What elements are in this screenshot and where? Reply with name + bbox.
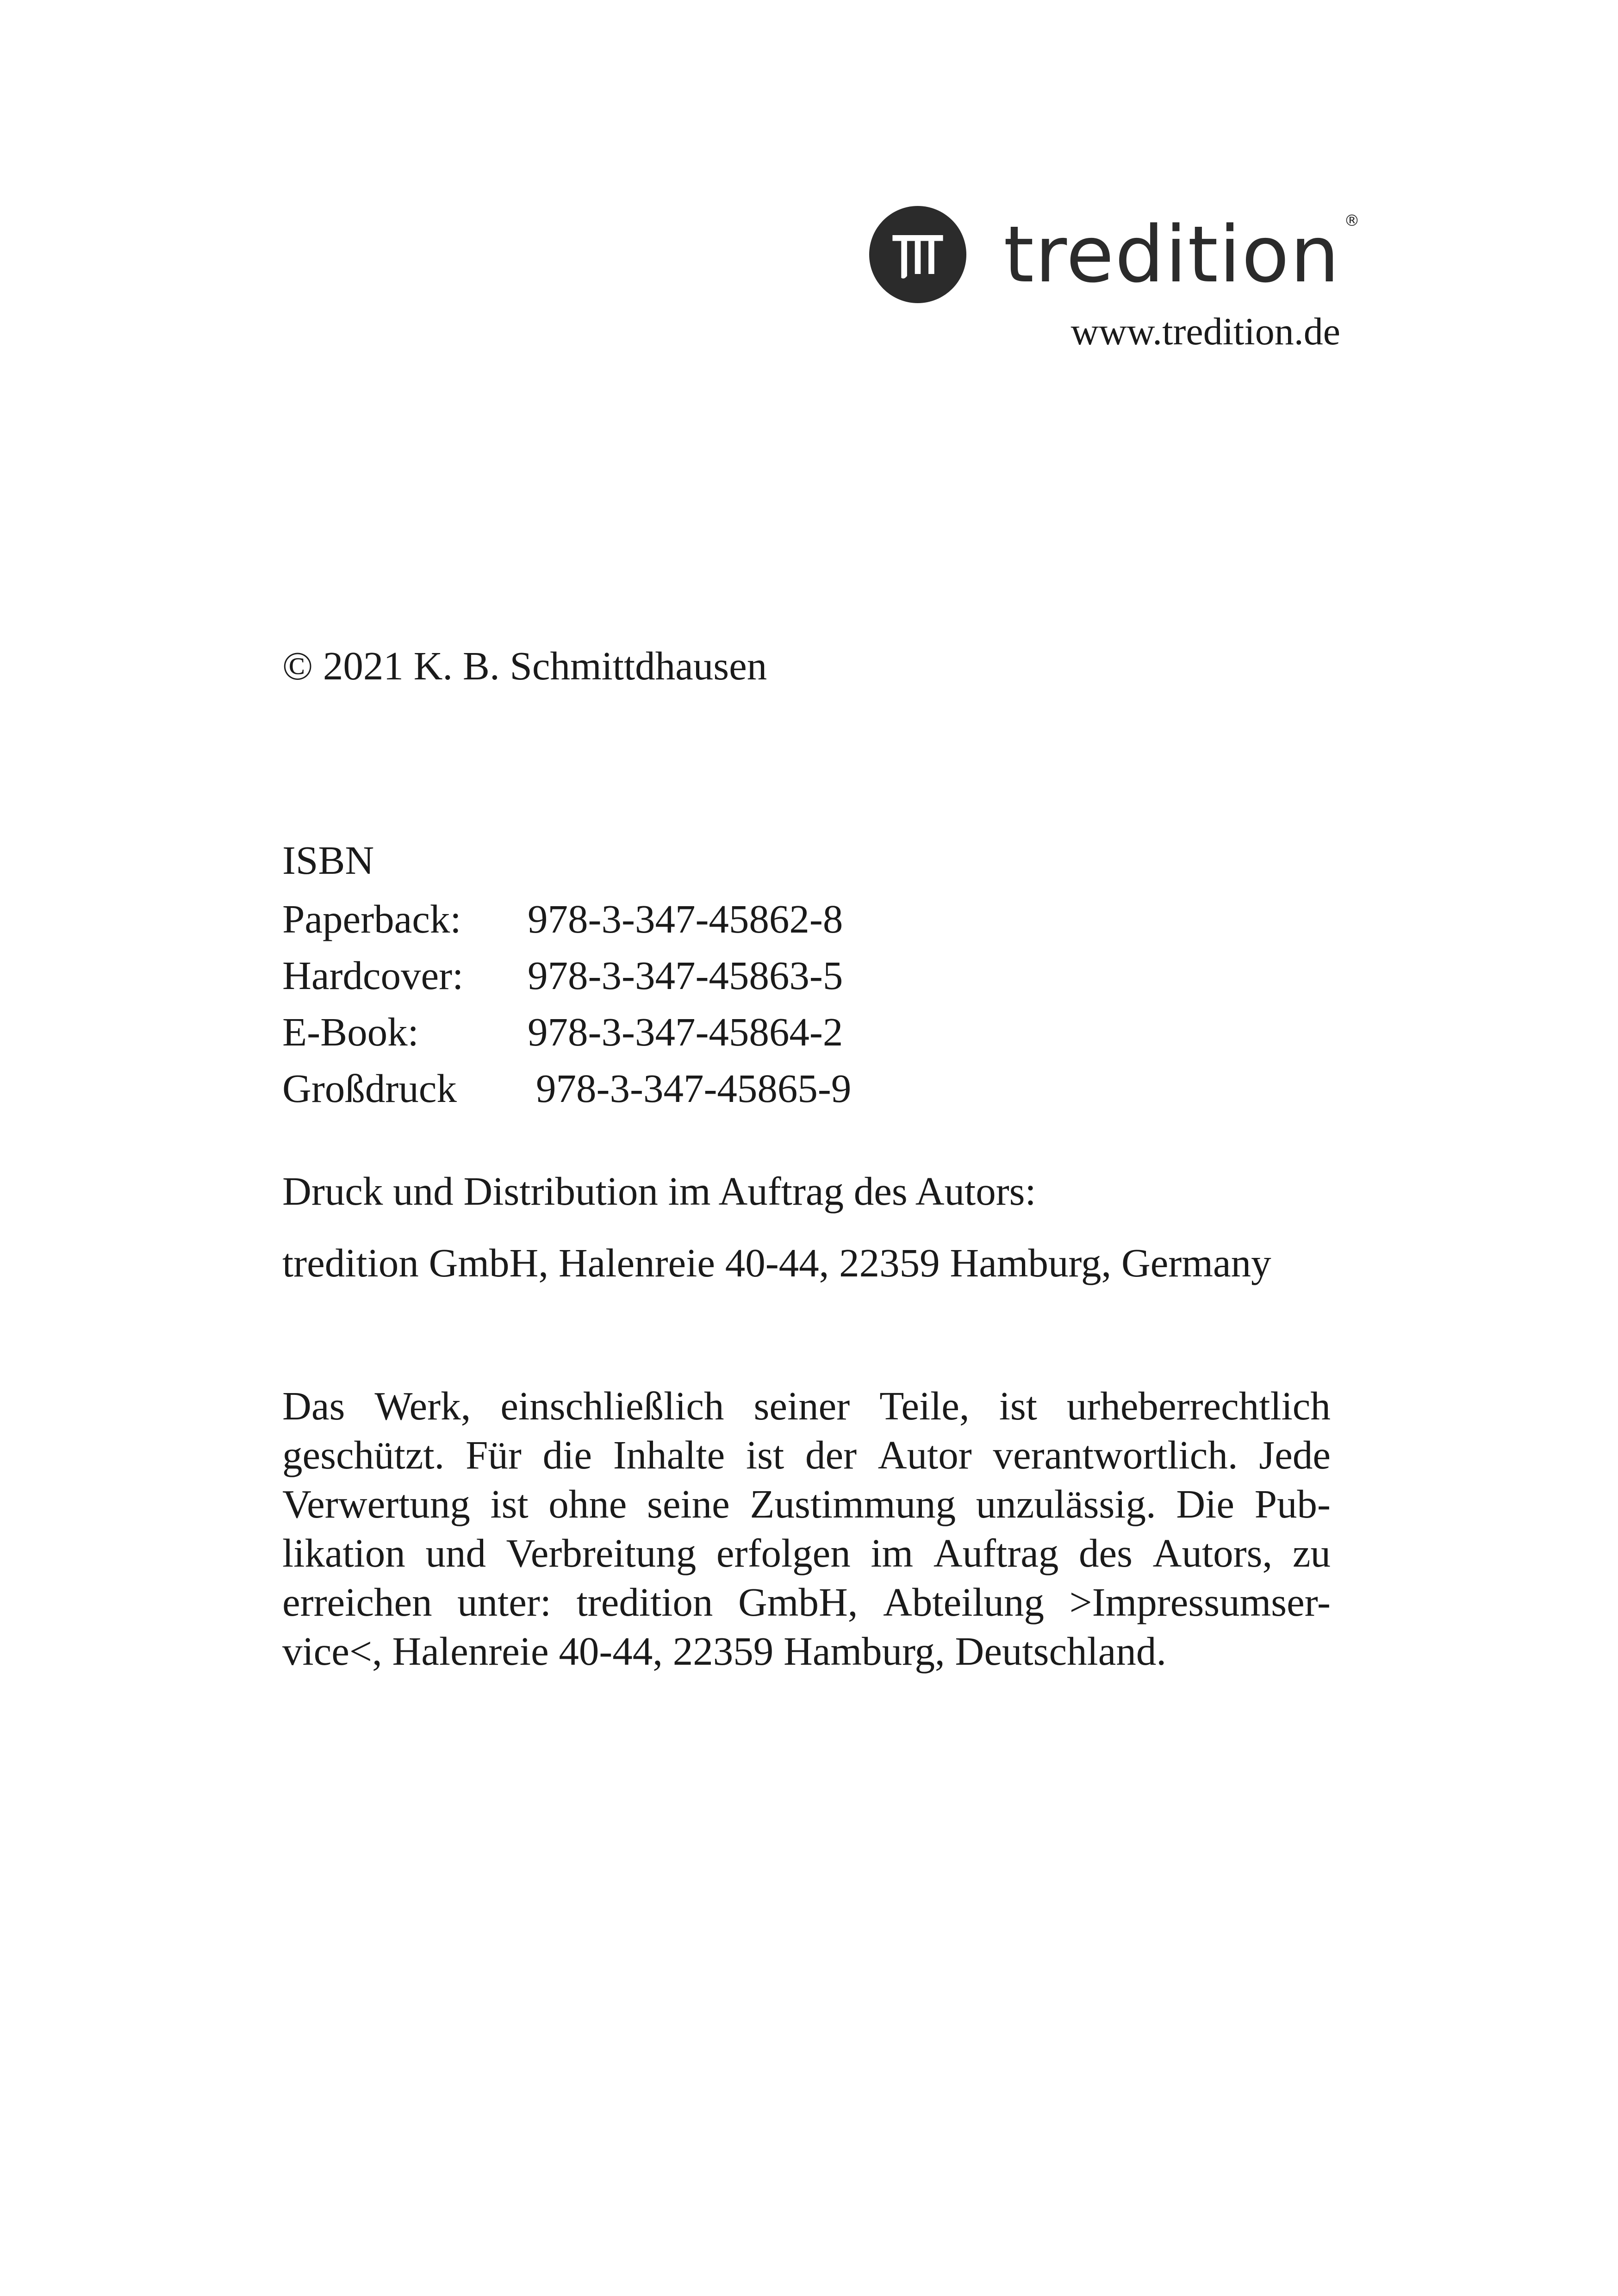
isbn-value: 978-3-347-45863-5 xyxy=(528,953,843,998)
legal-word: Pub- xyxy=(1254,1481,1331,1526)
legal-word: seiner xyxy=(753,1383,850,1428)
copyright-notice: © 2021 K. B. Schmittdhausen xyxy=(282,643,767,688)
legal-word: einschließlich xyxy=(500,1383,724,1428)
isbn-row-ebook xyxy=(282,1008,851,1065)
legal-word: tredition xyxy=(576,1580,713,1624)
logo-wordmark: tredition ® xyxy=(1003,209,1361,300)
legal-line xyxy=(282,1431,1331,1480)
legal-line xyxy=(282,1627,1331,1676)
legal-word: GmbH, xyxy=(738,1580,858,1624)
distribution-label: Druck und Distribution im Auftrag des Autors: xyxy=(282,1169,1036,1213)
isbn-row-hardcover xyxy=(282,952,851,1008)
legal-word: erreichen xyxy=(282,1580,432,1624)
registered-trademark: ® xyxy=(1344,212,1361,230)
tredition-logo-icon xyxy=(869,206,966,303)
legal-word: ohne xyxy=(548,1481,627,1526)
isbn-value: 978-3-347-45862-8 xyxy=(528,896,843,941)
isbn-heading: ISBN xyxy=(282,838,374,883)
distribution-address: tredition GmbH, Halenreie 40-44, 22359 Hamburg, Germany xyxy=(282,1240,1271,1285)
legal-word: zu xyxy=(1292,1531,1331,1575)
legal-word: im xyxy=(871,1531,914,1575)
legal-word: Verwertung xyxy=(282,1481,470,1526)
legal-notice xyxy=(282,1381,1331,1676)
legal-word: Verbreitung xyxy=(506,1531,697,1575)
isbn-value: 978-3-347-45865-9 xyxy=(536,1066,852,1111)
legal-word: Das xyxy=(282,1383,345,1428)
legal-line xyxy=(282,1578,1331,1627)
isbn-label: Großdruck xyxy=(282,1066,457,1111)
isbn-label: Hardcover: xyxy=(282,953,464,998)
legal-word: und xyxy=(425,1531,486,1575)
isbn-row-paperback xyxy=(282,896,851,952)
legal-word: Autor xyxy=(877,1432,972,1477)
legal-word: des xyxy=(1079,1531,1133,1575)
legal-word: Autors, xyxy=(1152,1531,1273,1575)
legal-word: erfolgen xyxy=(716,1531,851,1575)
publisher-website: www.tredition.de xyxy=(1070,310,1340,353)
legal-word: verantwortlich. xyxy=(993,1432,1238,1477)
legal-word: ist xyxy=(746,1432,784,1477)
legal-word: die xyxy=(542,1432,592,1477)
legal-word: geschützt. xyxy=(282,1432,445,1477)
isbn-label: E-Book: xyxy=(282,1009,419,1054)
publisher-logo-block xyxy=(877,204,1361,356)
legal-word: Für xyxy=(466,1432,522,1477)
legal-word: seine xyxy=(647,1481,730,1526)
legal-line xyxy=(282,1381,1331,1431)
legal-word: der xyxy=(805,1432,857,1477)
isbn-row-grossdruck xyxy=(282,1065,851,1121)
legal-line xyxy=(282,1529,1331,1578)
legal-word: Die xyxy=(1176,1481,1234,1526)
legal-word: vice<, Halenreie 40-44, 22359 Hamburg, Deutschland. xyxy=(282,1629,1167,1674)
legal-word: Auftrag xyxy=(933,1531,1059,1575)
legal-word: Jede xyxy=(1259,1432,1331,1477)
legal-word: likation xyxy=(282,1531,405,1575)
legal-word: Zustimmung xyxy=(750,1481,956,1526)
legal-word: Abteilung xyxy=(883,1580,1045,1624)
legal-word: unzulässig. xyxy=(976,1481,1156,1526)
isbn-label: Paperback: xyxy=(282,896,461,941)
legal-word: ist xyxy=(999,1383,1037,1428)
publisher-logo xyxy=(869,204,1361,305)
legal-word: Teile, xyxy=(879,1383,970,1428)
legal-word: >Impressumser- xyxy=(1069,1580,1331,1624)
legal-word: Inhalte xyxy=(613,1432,725,1477)
isbn-value: 978-3-347-45864-2 xyxy=(528,1009,843,1054)
legal-line xyxy=(282,1480,1331,1529)
legal-word: urheberrechtlich xyxy=(1066,1383,1331,1428)
isbn-list xyxy=(282,896,851,1121)
legal-word: Werk, xyxy=(374,1383,471,1428)
legal-word: unter: xyxy=(457,1580,552,1624)
legal-word: ist xyxy=(490,1481,529,1526)
